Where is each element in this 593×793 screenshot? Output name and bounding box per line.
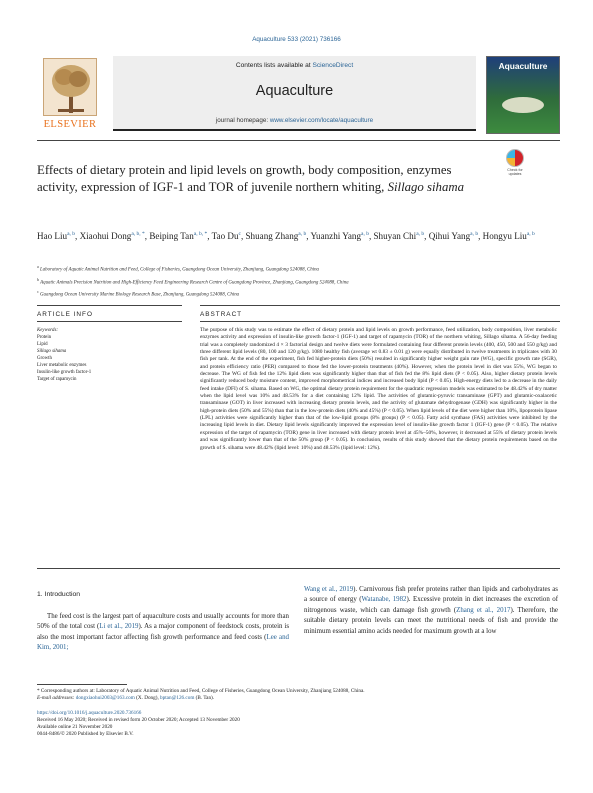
author[interactable]	[483, 231, 535, 241]
journal-cover[interactable]	[486, 56, 560, 134]
author-list: Hao Liu$^{a, b}$, Xiaohui Dong$^{a, b, *}$, Beiping Tan$^{a, b, *}$, Tao Du$^c$, Shuang Zhang$^{a, b}$, Yuanzhi Yang$^{a, b}$, Shuyan Chi$^{a, b}$, Qihui Yang$^{a, b}$, Hongyu Liu$^{a, b}$	[37, 231, 535, 242]
keywords-list	[37, 327, 177, 383]
corresponding-author-footnote	[37, 688, 559, 702]
citation-link[interactable]: Wang et al., 2019	[304, 586, 354, 593]
affiliation-mark: a	[37, 264, 39, 269]
affiliation-text: Guangdong Ocean University Marine Biology Research Base, Zhanjiang, Guangdong 524088, China	[40, 292, 240, 298]
affiliation-text: Laboratory of Aquatic Animal Nutrition and Feed, College of Fisheries, Guangdong Ocean University, Zhanjiang, Guangdong 524088, China	[40, 267, 319, 273]
crossmark-badge[interactable]	[500, 149, 530, 179]
affiliation-mark: b	[37, 276, 39, 282]
contents-line	[113, 62, 476, 69]
journal-title: Aquaculture	[255, 83, 334, 99]
author-affiliation-mark[interactable]: a, b, *	[131, 231, 145, 237]
abstract-rule	[200, 305, 560, 306]
article-info-rule	[37, 305, 182, 306]
citation-link[interactable]: Lee and Kim, 2001;	[37, 633, 289, 652]
affiliation	[37, 262, 557, 275]
article-metadata	[37, 710, 437, 738]
intro-text: ). Excessive protein in diet increases the excretion of nitrogenous waste, which can damage fish growth (	[304, 596, 559, 614]
keywords-heading: Keywords:	[37, 328, 59, 333]
crossmark-icon	[506, 149, 524, 167]
journal-banner	[113, 56, 476, 131]
author[interactable]	[37, 231, 75, 241]
author-name: Hongyu Liu	[482, 231, 527, 242]
corresponding-author-text: * Corresponding authors at: Laboratory of Aquatic Animal Nutrition and Feed, College of Fisheries, Guangdong Ocean University, Zhanjiang 524088, China.	[37, 688, 365, 694]
author-name: Yuanzhi Yang	[310, 231, 361, 242]
abstract-text: The purpose of this study was to estimate the effect of dietary protein and lipid levels on growth performance, feed utilization, body composition, liver metabolic enzymes activity and expression of insulin-like growth factor-1 (IGF-1) and target of rapamycin (TOR) of the northern whiting, Sillago sihama. A 56-day feeding trial was a completely randomized 4 × 3 factorial design and twelve diets were formulated containing four different protein levels (400, 450, 500 and 550 g/kg) and three different lipid levels (80, 100 and 120 g/kg). 1080 healthy fish (average wt 0.83 ± 0.01 g) were equally distributed in twelve treatments in triplicates with 30 fish per tank. At the end of the experiment, fish fed higher-protein diets (50%) resulted in significantly higher weight gain rate (WG), specific growth rate (SGR), and protein efficiency ratio (PER) compared to those fed the lower-protein treatments (40%). However, when the protein level in diet was 55%, WG began to decrease. The WG of fish fed the 12% lipid diets was significantly higher than that of fish fed the 8% lipid diets (P < 0.05). Also, higher dietary protein levels significantly reduced body moisture content, improved morphometrical indices and increased body lipid (P < 0.05). High-energy diets led to a decrease in the daily feed intake (DFI) of S. sihama. Based on WG, the optimal dietary protein requirement for the quadratic regression models was estimated to be 48.42% of dry matter when the lipid level was 10% and 48.53% for a diet containing 12% lipid. The activities of glutamic-pyruvic transaminase (GPT) and glutamic-oxalacetic transaminase (GOT) in liver increased with increasing dietary protein levels, and the activity of glutamate dehydrogenase (GDH) was significantly higher in the high-protein diets (50% and 55%) than that in the low-protein diets (40% and 45%) (P < 0.05). When lipid levels of the diet were higher than 10%, lipoprotein lipase (LPL) activities were significantly higher than that of the low-lipid groups (8% groups) (P < 0.05). Fatty acid synthase (FAS) activities were inhibited by the increasing lipid levels in diet. Dietary lipid levels significantly improved the expression level of insulin-like growth factor 1 (IGF-1) gene (P < 0.05). The relative expression of the target of rapamycin (TOR) gene in liver increased with dietary protein level at 45%–50%, however, it decreased at 55% of dietary protein levels and was significantly lower than that of the 50% group (P < 0.05). In conclusion, results of this study showed that the dietary protein requirements based on the growth of S. sihama were 48.42% (lipid level: 10%) and 48.53% (lipid level: 12%).	[200, 327, 557, 451]
author-affiliation-mark[interactable]: a, b	[526, 231, 535, 237]
elsevier-tree-icon	[43, 58, 97, 116]
intro-text: ). Carnivorous fish prefer proteins rather than lipids and carbohydrates as a source of energy (	[304, 586, 558, 604]
title-main: Effects of dietary protein and lipid levels on growth, body composition, enzymes activity, expression of IGF-1 and TOR of juvenile northern whiting,	[37, 163, 452, 194]
intro-text: The feed cost is the largest part of aquaculture costs and usually accounts for more than 50% of the total cost (	[37, 613, 289, 631]
keyword: Target of rapamycin	[37, 377, 77, 382]
author-name: Hao Liu	[37, 231, 68, 242]
affiliation-mark: c	[37, 289, 39, 295]
intro-text: ). Therefore, the suitable dietary protein levels can meet the nutritional needs of fish and provide the minimum essential amino acids needed for maximum growth at a low	[304, 606, 558, 635]
author-affiliation-mark[interactable]: a, b	[298, 231, 307, 237]
publisher-name: ELSEVIER	[43, 119, 97, 130]
intro-text: ). As a major component of feedstock costs, protein is also the most important factor affecting fish growth performance and feed costs (	[37, 623, 289, 641]
author-name: Beiping Tan	[149, 231, 194, 242]
author-name: Shuyan Chi	[373, 231, 417, 242]
introduction-left-column	[37, 612, 289, 654]
homepage-link[interactable]: www.elsevier.com/locate/aquaculture	[269, 117, 374, 124]
abstract-rule-lower	[200, 321, 560, 322]
author-affiliation-mark[interactable]: a, b	[67, 231, 76, 237]
homepage-prefix: journal homepage:	[215, 117, 269, 124]
keyword: Growth	[37, 356, 52, 361]
citation-link[interactable]: Watanabe, 1982	[361, 596, 407, 604]
email-owner: (X. Dong),	[134, 695, 161, 701]
email-link[interactable]: dongxiaohui2003@163.com	[75, 695, 135, 701]
author-name: Tao Du	[211, 231, 239, 242]
crossmark-label-line-1: Check for	[507, 168, 523, 172]
abstract-end-divider	[37, 568, 560, 569]
article-info-rule-lower	[37, 321, 182, 322]
contents-prefix: Contents lists available at	[235, 62, 311, 69]
affiliation	[37, 275, 557, 288]
elsevier-logo[interactable]	[37, 56, 103, 134]
author[interactable]	[310, 231, 368, 241]
email-line	[37, 695, 559, 702]
author-affiliation-mark[interactable]: a, b, *	[193, 231, 208, 237]
received-dates: Received 16 May 2020; Received in revised form 20 October 2020; Accepted 13 November 2020	[37, 717, 240, 723]
tree-illustration	[44, 59, 98, 117]
header-divider	[37, 140, 560, 141]
citation-link[interactable]: Zhang et al., 2017	[456, 606, 511, 614]
keyword: Protein	[37, 335, 52, 340]
author-name: Shuang Zhang	[245, 231, 299, 242]
citation-link[interactable]: Li et al., 2019	[99, 623, 139, 631]
sciencedirect-link[interactable]: ScienceDirect	[312, 62, 354, 69]
article-info-heading: ARTICLE INFO	[37, 311, 93, 318]
affiliation-list	[37, 262, 557, 300]
keyword: Liver metabolic enzymes	[37, 363, 87, 368]
crossmark-label	[500, 168, 530, 176]
email-owner: (B. Tan).	[194, 695, 215, 701]
crossmark-label-line-2: updates	[508, 172, 522, 176]
copyright: 0044-8486/© 2020 Published by Elsevier B.V.	[37, 731, 134, 737]
introduction-right-column	[304, 585, 558, 637]
author[interactable]	[246, 231, 307, 241]
title-species: Sillago sihama	[387, 180, 464, 194]
abstract-heading: ABSTRACT	[200, 311, 243, 318]
author-affiliation-mark[interactable]: a, b	[470, 231, 479, 237]
author-affiliation-mark[interactable]: a, b	[361, 231, 369, 237]
keyword: Insulin-like growth factor-1	[37, 370, 92, 375]
introduction-heading: 1. Introduction	[37, 591, 81, 598]
author-name: Qihui Yang	[428, 231, 471, 242]
author-affiliation-mark[interactable]: c	[238, 231, 241, 237]
author[interactable]	[212, 231, 241, 241]
footnote-divider	[37, 684, 127, 685]
homepage-line	[113, 117, 476, 124]
available-online: Available online 21 November 2020	[37, 724, 113, 730]
author-affiliation-mark[interactable]: a, b	[416, 231, 425, 237]
email-link[interactable]: bptan@126.com	[160, 695, 195, 701]
cover-title: Aquaculture	[498, 61, 548, 71]
journal-reference[interactable]: Aquaculture 533 (2021) 736166	[252, 36, 341, 43]
author[interactable]	[80, 231, 145, 241]
author-name: Xiaohui Dong	[79, 231, 132, 242]
affiliation	[37, 287, 557, 300]
author[interactable]	[374, 231, 425, 241]
affiliation-text: Aquatic Animals Precision Nutrition and High-Efficiency Feed Engineering Research Centre of Guangdong Province, Zhanjiang, Guangdong 524088, China	[40, 280, 349, 286]
author[interactable]	[149, 231, 207, 241]
keyword: Lipid	[37, 342, 48, 347]
keyword: Sillago sihama	[37, 349, 67, 354]
fish-icon	[502, 97, 544, 113]
doi-link[interactable]: https://doi.org/10.1016/j.aquaculture.2020.736166	[37, 710, 142, 716]
email-label: E-mail addresses:	[37, 695, 75, 701]
author[interactable]	[429, 231, 478, 241]
article-title	[37, 162, 492, 196]
masthead	[37, 56, 560, 134]
